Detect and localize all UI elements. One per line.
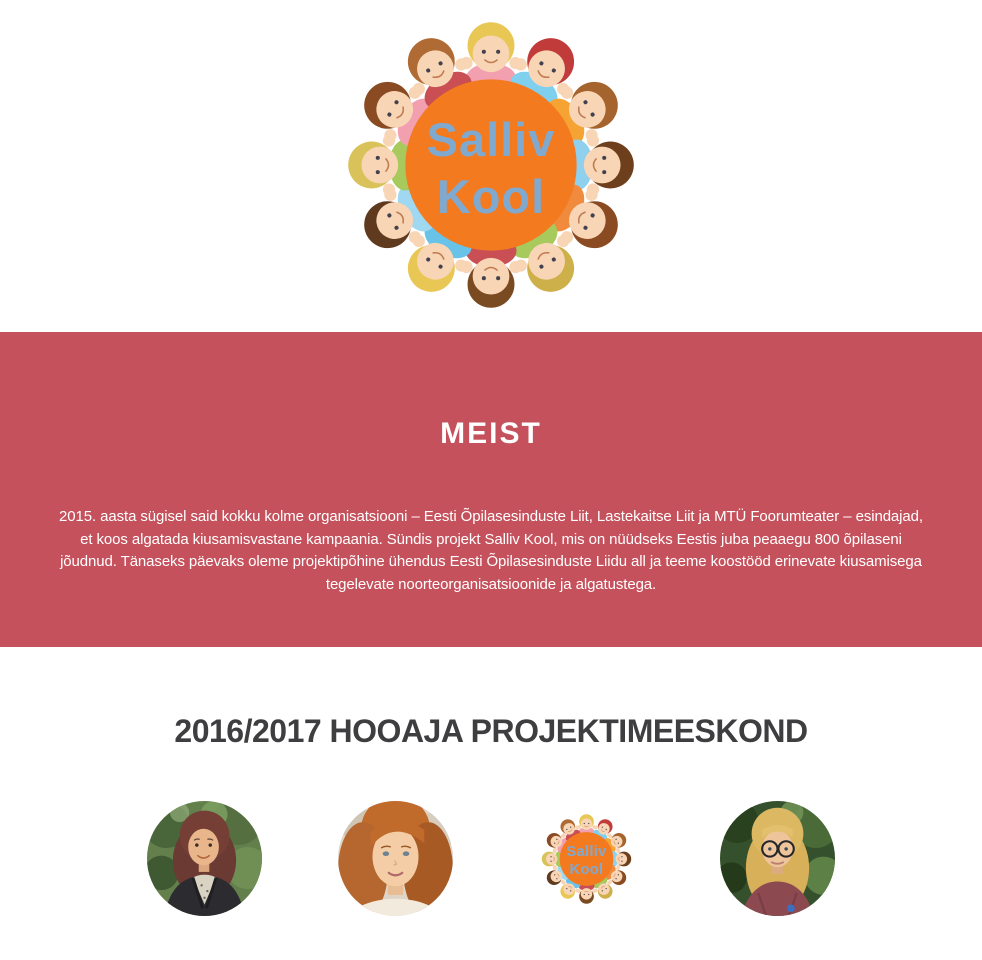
team-member-photo-2 <box>338 801 453 916</box>
team-section <box>0 647 982 960</box>
team-title: 2016/2017 HOOAJA PROJEKTIMEESKOND <box>174 713 808 749</box>
salliv-kool-logo-small-icon <box>529 811 644 907</box>
site-logo[interactable] <box>307 12 675 318</box>
team-member-photo-3 <box>529 801 644 916</box>
about-title: MEIST <box>440 417 542 450</box>
about-section <box>0 332 982 647</box>
about-paragraph: 2015. aasta sügisel said kokku kolme organisatsiooni – Eesti Õpilasesinduste Liit, Lastekaitse Liit ja MTÜ Foorumteater – esindajad, et koos algatada kiusamisvastane kampaania. Sündis projekt Salliv Kool, mis on nüüdseks Eestis juba peaaegu 800 õpilaseni jõudnud. Tänaseks päevaks oleme projektipõhine ühendus Eesti Õpilasesinduste Liidu all ja teeme koostööd erinevate kiusamisega tegelevate noorteorganisatsioonide ja algatustega. <box>59 508 923 593</box>
salliv-kool-logo-icon <box>307 12 675 318</box>
site-header <box>0 0 982 332</box>
team-member-2-illustration <box>338 801 453 916</box>
team-member-4-illustration <box>720 801 835 916</box>
team-member-photo-1 <box>147 801 262 916</box>
team-member-1-illustration <box>147 801 262 916</box>
team-photos-row <box>0 801 982 916</box>
team-member-photo-4 <box>720 801 835 916</box>
